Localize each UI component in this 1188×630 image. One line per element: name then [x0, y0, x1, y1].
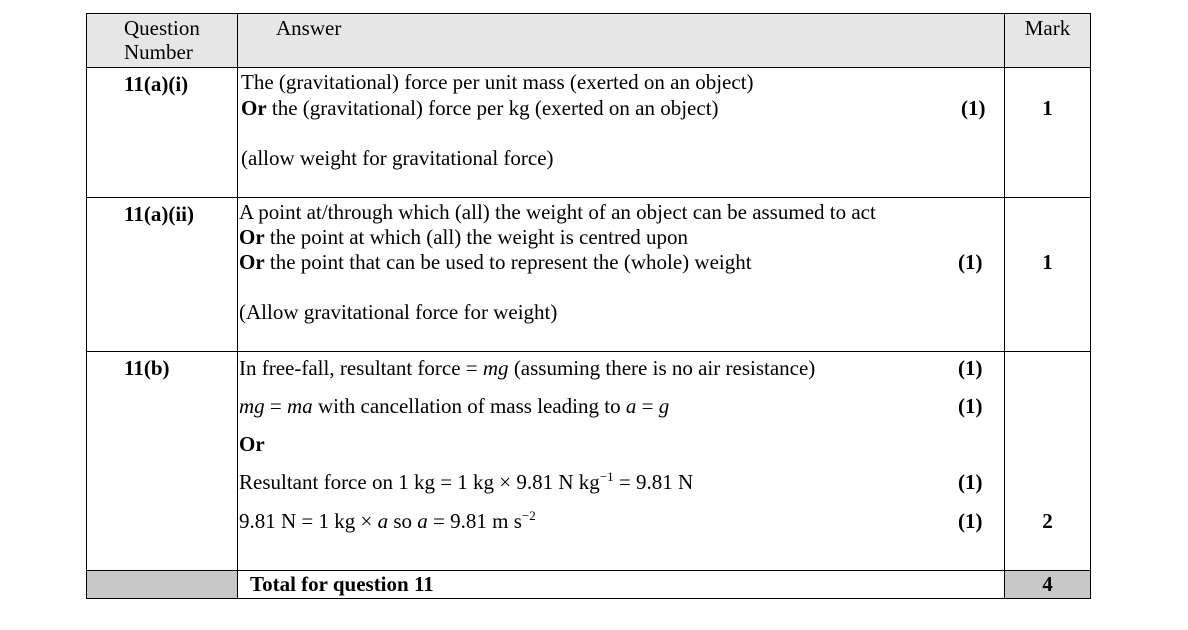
mark-total: 1 — [1042, 250, 1053, 274]
answer-line — [239, 509, 536, 533]
mark-point: (1) — [958, 394, 983, 418]
math-symbol: mg — [482, 356, 509, 380]
or-keyword: Or — [239, 225, 265, 249]
answer-line — [239, 225, 688, 249]
text-segment: In free-fall, resultant force = — [239, 356, 483, 380]
answer-line — [239, 356, 815, 380]
total-mark: 4 — [1005, 571, 1091, 599]
question-number-cell: 11(a)(i) — [87, 68, 238, 198]
math-symbol: a — [377, 509, 389, 533]
header-row — [87, 14, 1091, 68]
mark-scheme-table — [86, 13, 1091, 599]
text-segment: = 9.81 m s — [427, 509, 522, 533]
answer-line — [239, 394, 669, 418]
mark-point: (1) — [958, 356, 983, 380]
mark-cell — [1005, 68, 1091, 198]
answer-line-text: the (gravitational) force per kg (exerted on an object) — [266, 96, 719, 120]
text-segment: (assuming there is no air resistance) — [508, 356, 816, 380]
answer-line — [241, 96, 719, 120]
or-keyword: Or — [239, 250, 265, 274]
answer-cell — [238, 352, 1005, 571]
mark-cell — [1005, 352, 1091, 571]
header-question-number: Question Number — [87, 14, 238, 68]
answer-line: A point at/through which (all) the weight of an object can be assumed to act — [239, 200, 876, 224]
text-segment: 9.81 N = 1 kg × — [239, 509, 378, 533]
question-row-11aii — [87, 198, 1091, 352]
answer-line: The (gravitational) force per unit mass (exerted on an object) — [241, 70, 754, 94]
answer-line — [239, 470, 693, 494]
answer-note: (Allow gravitational force for weight) — [239, 300, 558, 324]
total-label: Total for question 11 — [238, 571, 1005, 599]
text-segment: Resultant force on 1 kg = 1 kg × 9.81 N kg — [239, 470, 600, 494]
question-number-cell: 11(b) — [87, 352, 238, 571]
header-mark: Mark — [1005, 14, 1091, 68]
text-segment: = 9.81 N — [613, 470, 694, 494]
mark-cell — [1005, 198, 1091, 352]
superscript: −2 — [521, 508, 536, 523]
question-number-cell: 11(a)(ii) — [87, 198, 238, 352]
math-symbol: g — [658, 394, 670, 418]
math-symbol: a — [625, 394, 637, 418]
math-symbol: ma — [287, 394, 313, 418]
mark-point: (1) — [958, 509, 983, 533]
or-keyword: Or — [239, 432, 265, 456]
text-segment: = — [264, 394, 288, 418]
question-row-11b — [87, 352, 1091, 571]
text-segment: so — [388, 509, 418, 533]
mark-total: 2 — [1042, 509, 1053, 533]
mark-total: 1 — [1042, 96, 1053, 120]
text-segment: = — [636, 394, 659, 418]
answer-note: (allow weight for gravitational force) — [241, 146, 554, 170]
answer-cell — [238, 68, 1005, 198]
mark-point: (1) — [958, 250, 983, 274]
answer-line-text: the point that can be used to represent the (whole) weight — [264, 250, 752, 274]
answer-line — [239, 250, 752, 274]
math-symbol: a — [417, 509, 428, 533]
question-row-11ai — [87, 68, 1091, 198]
math-symbol: mg — [239, 394, 265, 418]
text-segment: with cancellation of mass leading to — [312, 394, 626, 418]
answer-line-text: the point at which (all) the weight is centred upon — [264, 225, 689, 249]
superscript: −1 — [599, 469, 614, 484]
header-answer: Answer — [238, 14, 1005, 68]
answer-cell — [238, 198, 1005, 352]
total-spacer — [87, 571, 238, 599]
mark-point: (1) — [961, 96, 986, 120]
or-keyword: Or — [241, 96, 267, 120]
mark-point: (1) — [958, 470, 983, 494]
total-row — [87, 571, 1091, 599]
